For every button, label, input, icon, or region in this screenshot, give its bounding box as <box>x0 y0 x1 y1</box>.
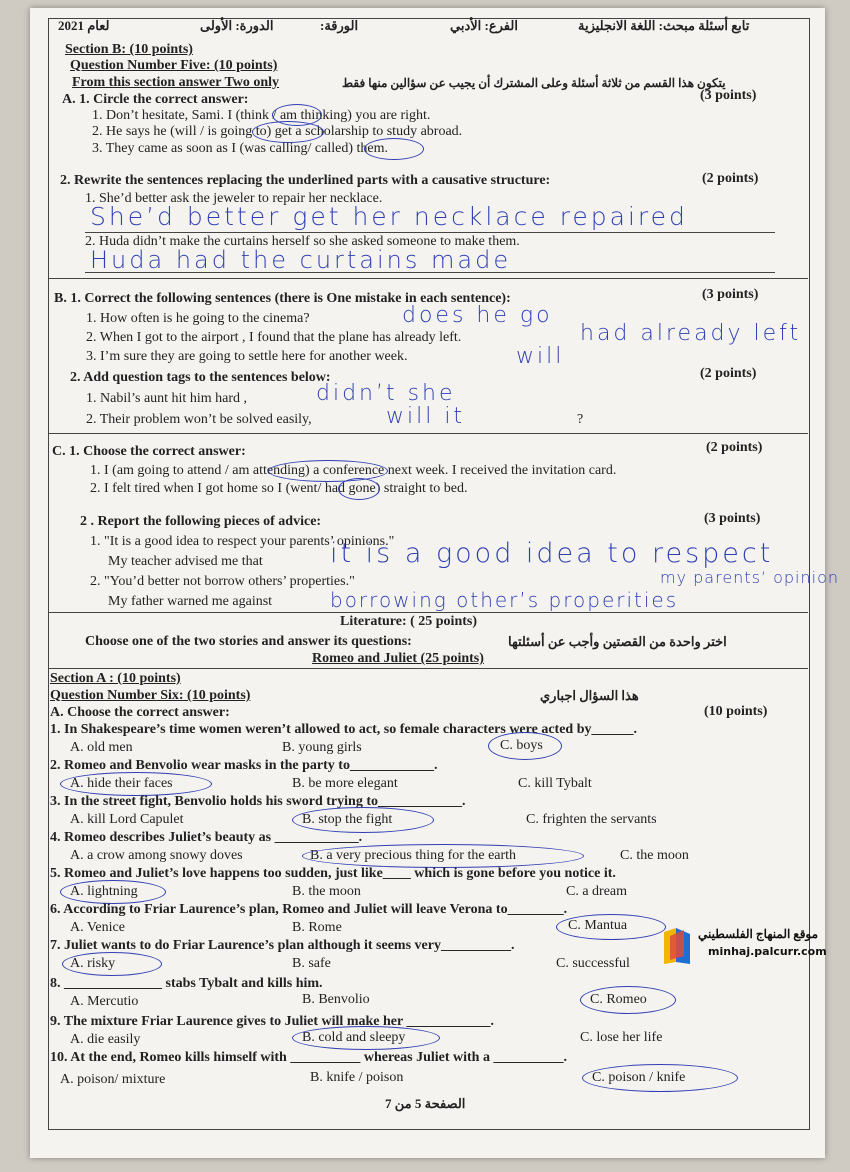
section-b-title: Section B: (10 points) <box>65 42 193 57</box>
answer-circle <box>582 1064 738 1092</box>
mcq-option-b: B. young girls <box>282 740 362 755</box>
mcq-option-c: C. successful <box>556 956 630 971</box>
mcq-question: 7. Juliet wants to do Friar Laurence’s plan although it seems very__________. <box>50 938 515 953</box>
divider <box>48 278 808 279</box>
b2-item-2: 2. Their problem won’t be solved easily, <box>86 412 312 427</box>
mcq-option-c: C. the moon <box>620 848 689 863</box>
divider <box>48 612 808 613</box>
b1-heading: B. 1. Correct the following sentences (there is One mistake in each sentence): <box>54 291 511 306</box>
mcq-question: 9. The mixture Friar Laurence gives to Juliet will make her ____________. <box>50 1014 494 1029</box>
section-a-title: Section A : (10 points) <box>50 671 181 686</box>
mcq-option-b: B. knife / poison <box>310 1070 404 1085</box>
a1-item-2: 2. He says he (will / is going to) get a scholarship to study abroad. <box>92 124 463 139</box>
b1-item-2: 2. When I got to the airport , I found that the plane has already left. <box>86 330 462 345</box>
book-icon <box>662 926 694 966</box>
handwritten-answer: will it <box>386 404 466 429</box>
handwritten-answer: it is a good idea to respect <box>330 538 774 569</box>
b1-item-3: 3. I’m sure they are going to settle here for another week. <box>86 349 408 364</box>
mcq-option-b: B. Rome <box>292 920 342 935</box>
mcq-question: 3. In the street fight, Benvolio holds his sword trying to____________. <box>50 794 466 809</box>
section-a-points: (10 points) <box>704 704 768 719</box>
page-number: الصفحة 5 من 7 <box>385 1096 466 1111</box>
mcq-option-b: B. be more elegant <box>292 776 398 791</box>
question-six-title-ar: هذا السؤال اجباري <box>540 688 639 703</box>
mcq-option-c: C. poison / knife <box>592 1070 686 1085</box>
answer-line <box>85 272 775 273</box>
a1-points: (3 points) <box>700 88 757 103</box>
c2-item-1: 1. "It is a good idea to respect your parents’ opinions." <box>90 534 395 549</box>
mcq-option-b: B. the moon <box>292 884 361 899</box>
header-subject: تابع أسئلة مبحث: اللغة الانجليزية <box>578 18 750 33</box>
mcq-option-a: A. old men <box>70 740 133 755</box>
section-b-instruction-ar: يتكون هذا القسم من ثلاثة أسئلة وعلى المشترك أن يجيب عن سؤالين منها فقط <box>342 76 726 90</box>
mcq-option-a: A. a crow among snowy doves <box>70 848 243 863</box>
c2-item-2: 2. "You’d better not borrow others’ properties." <box>90 574 355 589</box>
a2-item-1: 1. She’d better ask the jeweler to repair her necklace. <box>85 191 383 206</box>
answer-circle <box>556 914 666 940</box>
header-session: الدورة: الأولى <box>200 18 274 33</box>
exam-page <box>30 8 839 1158</box>
mcq-question: 6. According to Friar Laurence’s plan, Romeo and Juliet will leave Verona to________. <box>50 902 568 917</box>
a2-heading: 2. Rewrite the sentences replacing the underlined parts with a causative structure: <box>60 173 551 188</box>
mcq-option-a: A. Mercutio <box>70 994 139 1009</box>
mcq-question: 10. At the end, Romeo kills himself with __________ whereas Juliet with a __________. <box>50 1050 567 1065</box>
handwritten-answer: didn’t she <box>316 381 456 406</box>
answer-circle <box>302 844 584 868</box>
mcq-question: 4. Romeo describes Juliet’s beauty as ____________. <box>50 830 363 845</box>
literature-instruction: Choose one of the two stories and answer its questions: <box>85 634 412 649</box>
header-year: لعام 2021 <box>58 18 110 33</box>
question-five-title: Question Number Five: (10 points) <box>70 58 278 73</box>
answer-circle <box>364 138 424 160</box>
answer-circle <box>580 986 676 1014</box>
c2-heading: 2 . Report the following pieces of advice: <box>80 514 322 529</box>
handwritten-answer: does he go <box>402 303 553 328</box>
mcq-option-c: C. Romeo <box>590 992 647 1007</box>
literature-instruction-ar: اختر واحدة من القصتين وأجب عن أسئلتها <box>508 634 727 649</box>
divider <box>48 668 808 669</box>
b1-points: (3 points) <box>702 287 759 302</box>
mcq-option-a: A. risky <box>70 956 116 971</box>
mcq-option-c: C. lose her life <box>580 1030 663 1045</box>
c2-points: (3 points) <box>704 511 761 526</box>
site-logo <box>662 924 827 970</box>
b2-points: (2 points) <box>700 366 757 381</box>
handwritten-answer: borrowing other’s properities <box>330 588 679 612</box>
answer-circle <box>252 121 324 143</box>
mcq-option-a: A. lightning <box>70 884 138 899</box>
section-a-heading: A. Choose the correct answer: <box>50 705 230 720</box>
mcq-question: 1. In Shakespeare’s time women weren’t allowed to act, so female characters were acted by______. <box>50 722 637 737</box>
b2-heading: 2. Add question tags to the sentences below: <box>70 370 331 385</box>
mcq-option-b: B. a very precious thing for the earth <box>310 848 517 863</box>
mcq-option-a: A. hide their faces <box>70 776 173 791</box>
a2-item-2: 2. Huda didn’t make the curtains herself so she asked someone to make them. <box>85 234 520 249</box>
mcq-option-a: A. kill Lord Capulet <box>70 812 184 827</box>
a1-item-1: 1. Don’t hesitate, Sami. I (think / am thinking) you are right. <box>92 108 431 123</box>
mcq-option-c: C. Mantua <box>568 918 628 933</box>
tag-qmark: ? <box>577 412 584 427</box>
a2-points: (2 points) <box>702 171 759 186</box>
section-b-instruction: From this section answer Two only <box>72 75 280 90</box>
mcq-question: 8. ______________ stabs Tybalt and kills him. <box>50 976 323 991</box>
mcq-question: 5. Romeo and Juliet’s love happens too sudden, just like____ which is gone before you notice it. <box>50 866 616 881</box>
c1-points: (2 points) <box>706 440 763 455</box>
mcq-question: 2. Romeo and Benvolio wear masks in the party to____________. <box>50 758 438 773</box>
literature-title: Literature: ( 25 points) <box>340 614 477 629</box>
mcq-option-b: B. cold and sleepy <box>302 1030 406 1045</box>
mcq-option-c: C. kill Tybalt <box>518 776 592 791</box>
logo-name: موقع المنهاج الفلسطيني <box>698 927 819 941</box>
mcq-option-a: A. die easily <box>70 1032 141 1047</box>
handwritten-answer: had already left <box>580 321 802 346</box>
answer-circle <box>60 880 166 904</box>
answer-circle <box>60 772 212 796</box>
question-six-title: Question Number Six: (10 points) <box>50 688 251 703</box>
mcq-option-c: C. frighten the servants <box>526 812 657 827</box>
c1-item-2: 2. I felt tired when I got home so I (went/ had gone) straight to bed. <box>90 481 468 496</box>
mcq-option-c: C. boys <box>500 738 543 753</box>
handwritten-answer: She’d better get her necklace repaired <box>90 202 688 231</box>
handwritten-answer: my parents’ opinion <box>660 568 839 587</box>
mcq-option-a: A. poison/ mixture <box>60 1072 166 1087</box>
a1-item-3: 3. They came as soon as I (was calling/ called) them. <box>92 141 388 156</box>
a1-heading: A. 1. Circle the correct answer: <box>62 92 249 107</box>
c2-item-2-stem: My father warned me against <box>108 594 273 609</box>
mcq-option-a: A. Venice <box>70 920 125 935</box>
header-paper: الورقة: <box>320 18 359 33</box>
logo-url: minhaj.palcurr.com <box>708 945 827 958</box>
handwritten-answer: Huda had the curtains made <box>90 246 512 274</box>
c1-item-1: 1. I (am going to attend / am attending) a conference next week. I received the invitation card. <box>90 463 617 478</box>
mcq-option-b: B. Benvolio <box>302 992 370 1007</box>
story-title: Romeo and Juliet (25 points) <box>312 651 484 666</box>
answer-circle <box>292 1026 440 1050</box>
mcq-option-c: C. a dream <box>566 884 628 899</box>
c2-item-1-stem: My teacher advised me that <box>108 554 263 569</box>
answer-circle <box>488 732 562 760</box>
answer-circle <box>62 952 162 976</box>
b1-item-1: 1. How often is he going to the cinema? <box>86 311 310 326</box>
header-branch: الفرع: الأدبي <box>450 18 518 33</box>
answer-line <box>85 232 775 233</box>
mcq-option-b: B. stop the fight <box>302 812 393 827</box>
c1-heading: C. 1. Choose the correct answer: <box>52 444 246 459</box>
b2-item-1: 1. Nabil’s aunt hit him hard , <box>86 391 247 406</box>
divider <box>48 433 808 434</box>
handwritten-answer: will <box>516 344 565 369</box>
answer-circle <box>338 478 380 500</box>
mcq-option-b: B. safe <box>292 956 331 971</box>
